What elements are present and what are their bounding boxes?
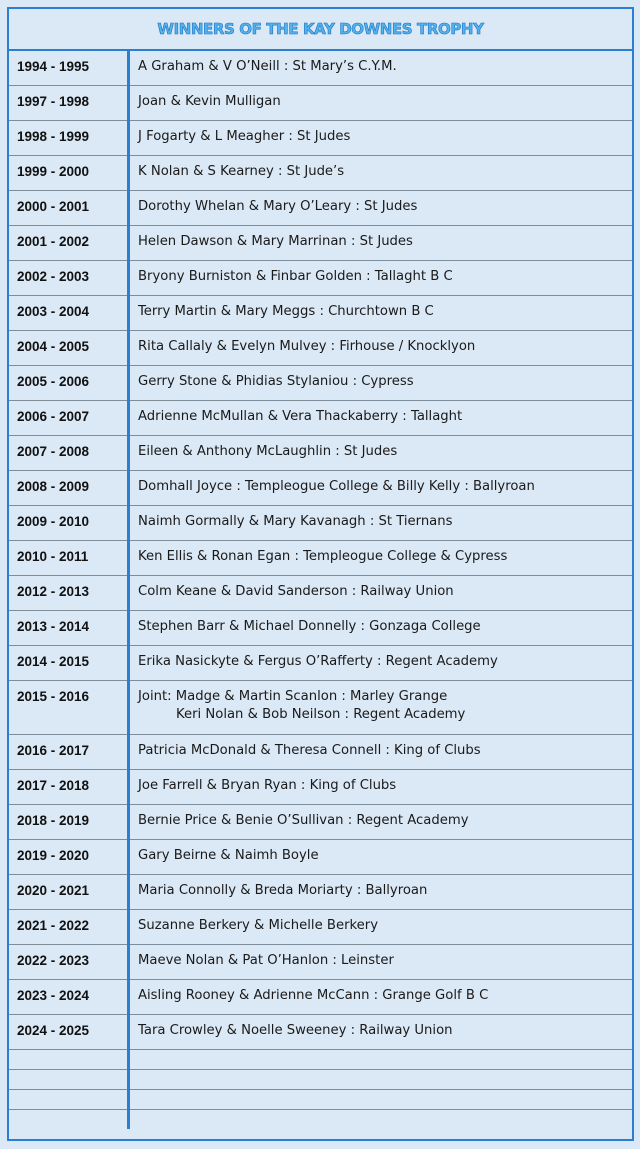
season-cell: 2009 - 2010 (17, 514, 90, 529)
winners-cell: Rita Callaly & Evelyn Mulvey : Firhouse / Knocklyon (138, 339, 476, 354)
season-cell: 2015 - 2016 (17, 689, 90, 704)
season-cell: 2021 - 2022 (17, 918, 90, 933)
season-cell: 2003 - 2004 (17, 304, 90, 319)
table-row (9, 646, 632, 681)
table-row (9, 611, 632, 646)
winners-cell (130, 1070, 632, 1089)
winners-cell: Maria Connolly & Breda Moriarty : Ballyroan (138, 883, 428, 898)
season-cell: 2020 - 2021 (17, 883, 90, 898)
season-cell: 2006 - 2007 (17, 409, 90, 424)
winners-cell: Patricia McDonald & Theresa Connell : King of Clubs (138, 743, 481, 758)
table-row (9, 576, 632, 611)
winners-cell: Joe Farrell & Bryan Ryan : King of Clubs (138, 778, 397, 793)
season-cell: 1999 - 2000 (17, 164, 90, 179)
season-cell (9, 1070, 130, 1089)
season-cell: 2005 - 2006 (17, 374, 90, 389)
winners-line-2: Keri Nolan & Bob Neilson : Regent Academy (176, 707, 466, 722)
winners-cell (130, 1110, 632, 1129)
season-cell: 2008 - 2009 (17, 479, 90, 494)
table-row (9, 910, 632, 945)
table-row (9, 1015, 632, 1050)
winners-cell: Erika Nasickyte & Fergus O’Rafferty : Regent Academy (138, 654, 498, 669)
table-row (9, 261, 632, 296)
table-row (9, 541, 632, 576)
title-bar (9, 9, 632, 51)
winners-cell: K Nolan & S Kearney : St Jude’s (138, 164, 345, 179)
season-cell: 2013 - 2014 (17, 619, 90, 634)
table-row (9, 805, 632, 840)
winners-cell: Helen Dawson & Mary Marrinan : St Judes (138, 234, 413, 249)
season-cell: 2022 - 2023 (17, 953, 90, 968)
table-row (9, 471, 632, 506)
table-row (9, 366, 632, 401)
table-row (9, 770, 632, 805)
season-cell: 2019 - 2020 (17, 848, 90, 863)
winners-table (9, 51, 632, 1129)
table-row (9, 980, 632, 1015)
table-row (9, 121, 632, 156)
winners-cell: Terry Martin & Mary Meggs : Churchtown B C (138, 304, 434, 319)
season-cell: 2007 - 2008 (17, 444, 90, 459)
winners-cell: A Graham & V O’Neill : St Mary’s C.Y.M. (138, 59, 397, 74)
season-cell (9, 1110, 130, 1129)
winners-cell: Joan & Kevin Mulligan (138, 94, 281, 109)
season-cell (9, 1090, 130, 1109)
winners-cell: Adrienne McMullan & Vera Thackaberry : Tallaght (138, 409, 463, 424)
season-cell: 2001 - 2002 (17, 234, 90, 249)
table-row (9, 296, 632, 331)
winners-cell: Maeve Nolan & Pat O’Hanlon : Leinster (138, 953, 394, 968)
table-row-empty (9, 1050, 632, 1070)
table-row (9, 945, 632, 980)
season-cell: 2023 - 2024 (17, 988, 90, 1003)
season-cell: 2010 - 2011 (17, 549, 89, 564)
season-cell: 2014 - 2015 (17, 654, 90, 669)
table-row (9, 875, 632, 910)
winners-cell: Suzanne Berkery & Michelle Berkery (138, 918, 378, 933)
table-row (9, 331, 632, 366)
season-cell: 2004 - 2005 (17, 339, 90, 354)
table-row (9, 51, 632, 86)
winners-cell: Domhall Joyce : Templeogue College & Billy Kelly : Ballyroan (138, 479, 535, 494)
winners-cell: Eileen & Anthony McLaughlin : St Judes (138, 444, 398, 459)
season-cell: 2012 - 2013 (17, 584, 90, 599)
winners-cell: Bryony Burniston & Finbar Golden : Tallaght B C (138, 269, 453, 284)
winners-cell: Aisling Rooney & Adrienne McCann : Grange Golf B C (138, 988, 489, 1003)
table-row (9, 681, 632, 735)
winners-cell: Gary Beirne & Naimh Boyle (138, 848, 319, 863)
table-row-empty (9, 1070, 632, 1090)
winners-cell: Dorothy Whelan & Mary O’Leary : St Judes (138, 199, 418, 214)
winners-cell: Colm Keane & David Sanderson : Railway Union (138, 584, 454, 599)
table-row (9, 401, 632, 436)
season-cell (9, 1050, 130, 1069)
winners-cell (130, 681, 632, 734)
table-row (9, 840, 632, 875)
winners-cell: Bernie Price & Benie O’Sullivan : Regent Academy (138, 813, 469, 828)
table-row (9, 86, 632, 121)
season-cell: 1994 - 1995 (17, 59, 90, 74)
table-row (9, 156, 632, 191)
column-divider (127, 51, 130, 1129)
table-row (9, 506, 632, 541)
winners-cell: Gerry Stone & Phidias Stylaniou : Cypress (138, 374, 414, 389)
winners-line-1: Joint: Madge & Martin Scanlon : Marley Grange (138, 689, 448, 704)
winners-cell: J Fogarty & L Meagher : St Judes (138, 129, 351, 144)
season-cell: 2002 - 2003 (17, 269, 90, 284)
winners-cell: Ken Ellis & Ronan Egan : Templeogue College & Cypress (138, 549, 508, 564)
winners-cell (130, 1050, 632, 1069)
season-cell: 1997 - 1998 (17, 94, 90, 109)
season-cell: 2018 - 2019 (17, 813, 90, 828)
page-title: WINNERS OF THE KAY DOWNES TROPHY (157, 20, 484, 38)
winners-cell (130, 1090, 632, 1109)
trophy-table-frame (7, 7, 634, 1141)
season-cell: 2016 - 2017 (17, 743, 90, 758)
season-cell: 2017 - 2018 (17, 778, 90, 793)
table-row (9, 436, 632, 471)
table-row (9, 191, 632, 226)
winners-cell: Tara Crowley & Noelle Sweeney : Railway Union (138, 1023, 453, 1038)
table-row (9, 226, 632, 261)
winners-cell: Stephen Barr & Michael Donnelly : Gonzaga College (138, 619, 481, 634)
table-row-empty (9, 1090, 632, 1110)
season-cell: 2000 - 2001 (17, 199, 90, 214)
season-cell: 1998 - 1999 (17, 129, 90, 144)
table-row (9, 735, 632, 770)
season-cell: 2024 - 2025 (17, 1023, 90, 1038)
table-row-empty (9, 1110, 632, 1129)
winners-cell: Naimh Gormally & Mary Kavanagh : St Tiernans (138, 514, 453, 529)
